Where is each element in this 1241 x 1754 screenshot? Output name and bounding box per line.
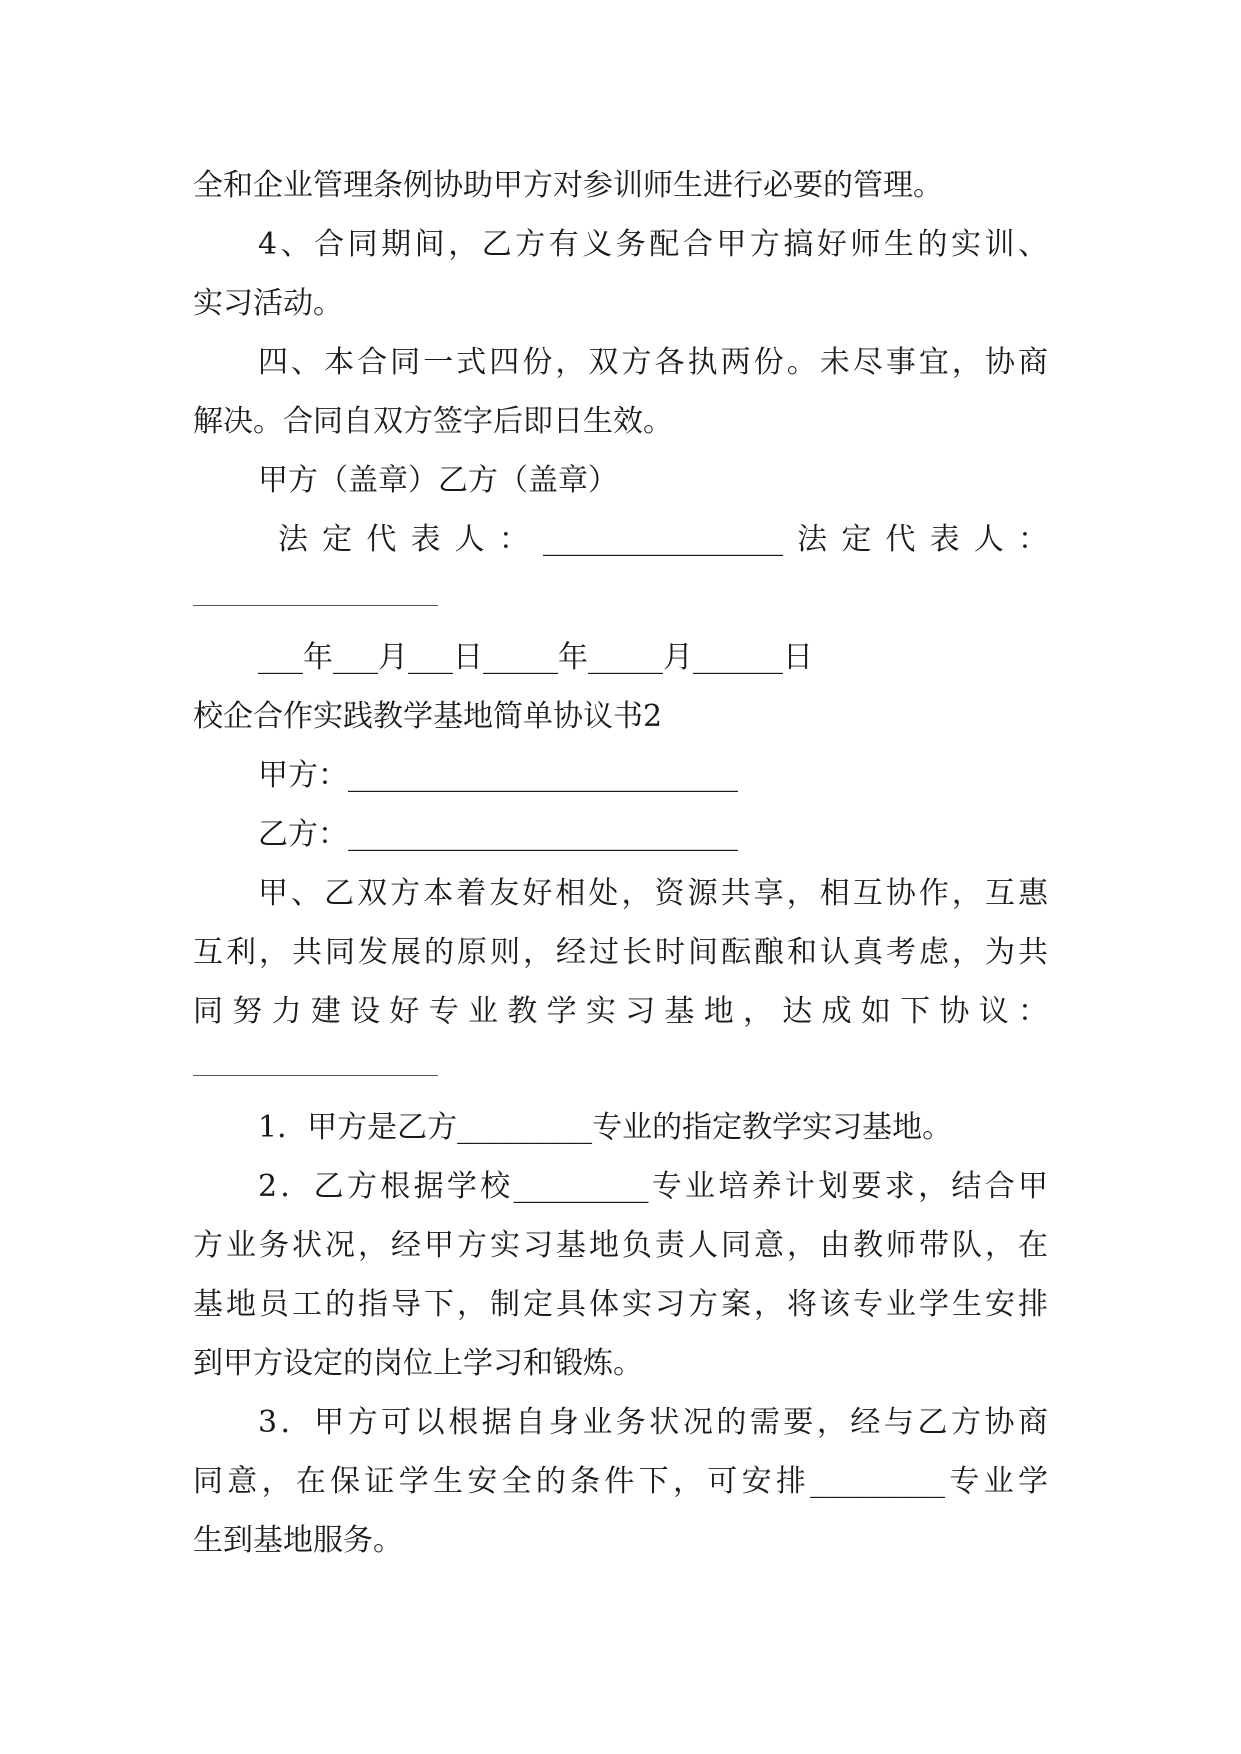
date-line: ___年___月___日_____年_____月______日	[258, 640, 813, 675]
paragraph-line: 同努力建设好专业教学实习基地，达成如下协议：	[193, 994, 1048, 1029]
paragraph-line: 4、合同期间，乙方有义务配合甲方搞好师生的实训、	[258, 227, 1048, 262]
paragraph-line: 互利，共同发展的原则，经过长时间酝酿和认真考虑，为共	[193, 935, 1048, 970]
paragraph-line: 生到基地服务。	[193, 1523, 403, 1558]
legal-representative-line: 法定代表人：________________法定代表人：	[278, 522, 1048, 557]
paragraph-line: 基地员工的指导下，制定具体实习方案，将该专业学生安排	[193, 1287, 1048, 1322]
paragraph-line: 同意，在保证学生安全的条件下，可安排_________专业学	[193, 1464, 1048, 1499]
paragraph-line: 四、本合同一式四份，双方各执两份。未尽事宜，协商	[258, 345, 1048, 380]
paragraph-line: 到甲方设定的岗位上学习和锻炼。	[193, 1346, 643, 1381]
blank-rule	[193, 1075, 438, 1076]
paragraph-line: 全和企业管理条例协助甲方对参训师生进行必要的管理。	[193, 168, 943, 203]
blank-rule	[193, 605, 438, 606]
paragraph-line: 解决。合同自双方签字后即日生效。	[193, 404, 673, 439]
document-title: 校企合作实践教学基地简单协议书2	[193, 699, 663, 734]
clause-2-line: 2．乙方根据学校_________专业培养计划要求，结合甲	[258, 1169, 1048, 1204]
party-b-line: 乙方：__________________________	[258, 817, 738, 852]
paragraph-line: 实习活动。	[193, 286, 343, 321]
signature-party-line: 甲方（盖章）乙方（盖章）	[258, 463, 618, 498]
paragraph-line: 方业务状况，经甲方实习基地负责人同意，由教师带队，在	[193, 1228, 1048, 1263]
clause-1-line: 1．甲方是乙方_________专业的指定教学实习基地。	[258, 1110, 953, 1145]
paragraph-line: 甲、乙双方本着友好相处，资源共享，相互协作，互惠	[258, 876, 1048, 911]
clause-3-line: 3．甲方可以根据自身业务状况的需要，经与乙方协商	[258, 1405, 1048, 1440]
party-a-line: 甲方：__________________________	[258, 758, 738, 793]
